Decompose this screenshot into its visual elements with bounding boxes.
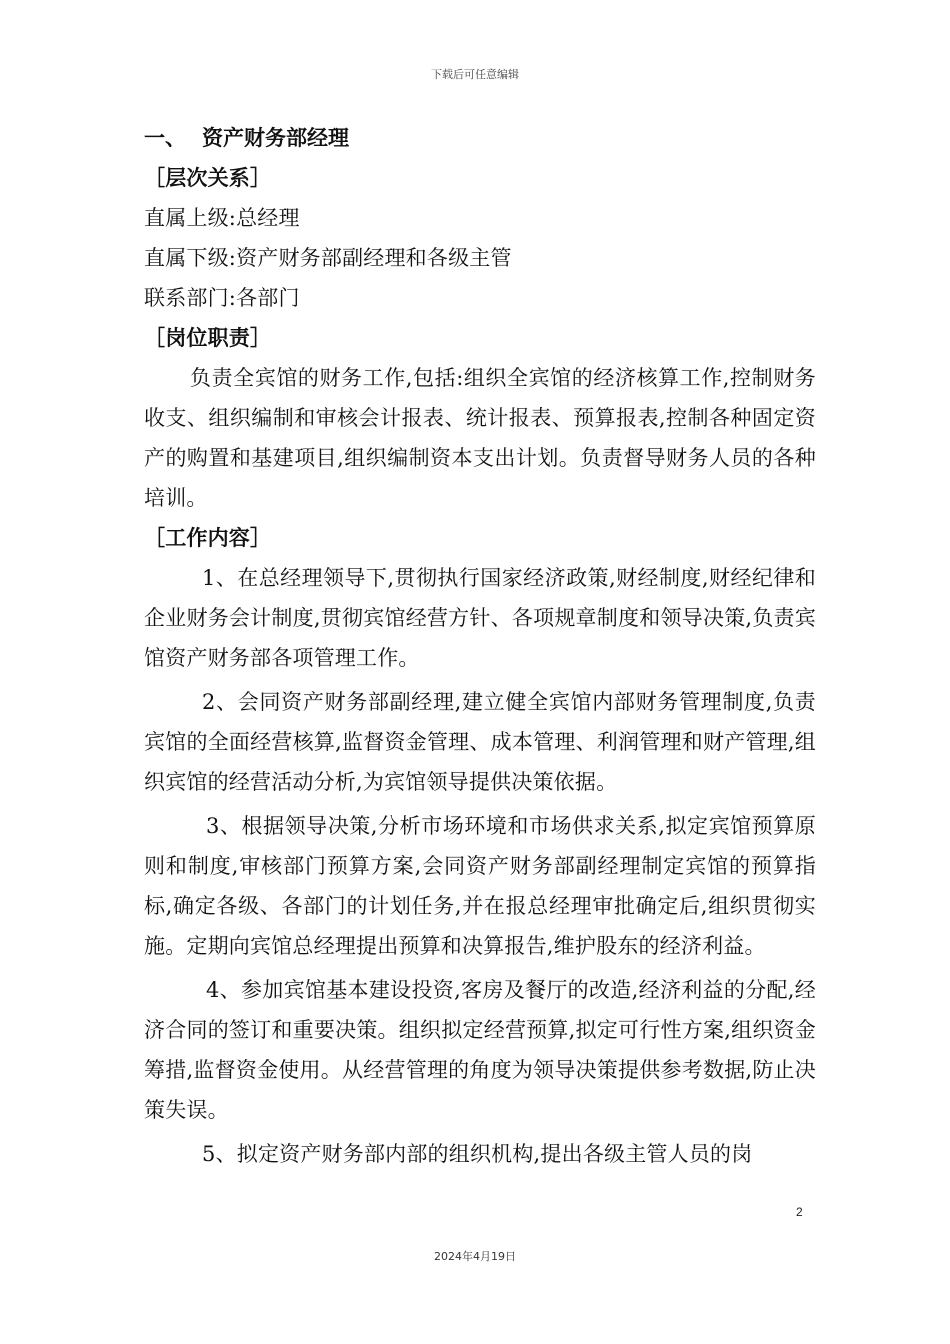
- page-footer-date: 2024年4月19日: [434, 1250, 516, 1263]
- work-item-1: 1、在总经理领导下,贯彻执行国家经济政策,财经制度,财经纪律和企业财务会计制度,贯彻宾馆经营方针、各项规章制度和领导决策,负责宾馆资产财务部各项管理工作。: [144, 566, 816, 670]
- work-item-4: 4、参加宾馆基本建设投资,客房及餐厅的改造,经济利益的分配,经济合同的签订和重要决策。组织拟定经营预算,拟定可行性方案,组织资金筹措,监督资金使用。从经营管理的角度为领导决策提供参考数据,防止决策失误。: [144, 978, 816, 1122]
- section-title: 资产财务部经理: [202, 125, 349, 150]
- duties-heading: ［岗位职责］: [144, 325, 272, 350]
- document-body: [144, 118, 816, 1174]
- duties-paragraph: 负责全宾馆的财务工作,包括:组织全宾馆的经济核算工作,控制财务收支、组织编制和审核会计报表、统计报表、预算报表,控制各种固定资产的购置和基建项目,组织编制资本支出计划。负责督导财务人员的各种培训。: [144, 366, 816, 510]
- work-item-2: 2、会同资产财务部副经理,建立健全宾馆内部财务管理制度,负责宾馆的全面经营核算,监督资金管理、成本管理、利润管理和财产管理,组织宾馆的经营活动分析,为宾馆领导提供决策依据。: [144, 690, 816, 794]
- hierarchy-heading: ［层次关系］: [144, 165, 272, 190]
- section-number: 一、: [144, 125, 186, 150]
- work-item-3: 3、根据领导决策,分析市场环境和市场供求关系,拟定宾馆预算原则和制度,审核部门预算方案,会同资产财务部副经理制定宾馆的预算指标,确定各级、各部门的计划任务,并在报总经理审批确定后,组织贯彻实施。定期向宾馆总经理提出预算和决算报告,维护股东的经济利益。: [144, 814, 816, 958]
- subordinate-line: 直属下级:资产财务部副经理和各级主管: [144, 246, 512, 270]
- superior-line: 直属上级:总经理: [144, 206, 300, 230]
- section-heading: [144, 118, 816, 158]
- work-heading: ［工作内容］: [144, 525, 272, 550]
- page-number: 2: [796, 1205, 803, 1219]
- work-item-5: 5、拟定资产财务部内部的组织机构,提出各级主管人员的岗: [202, 1142, 753, 1166]
- page-header: 下载后可任意编辑: [431, 68, 519, 81]
- contact-department-line: 联系部门:各部门: [144, 286, 300, 310]
